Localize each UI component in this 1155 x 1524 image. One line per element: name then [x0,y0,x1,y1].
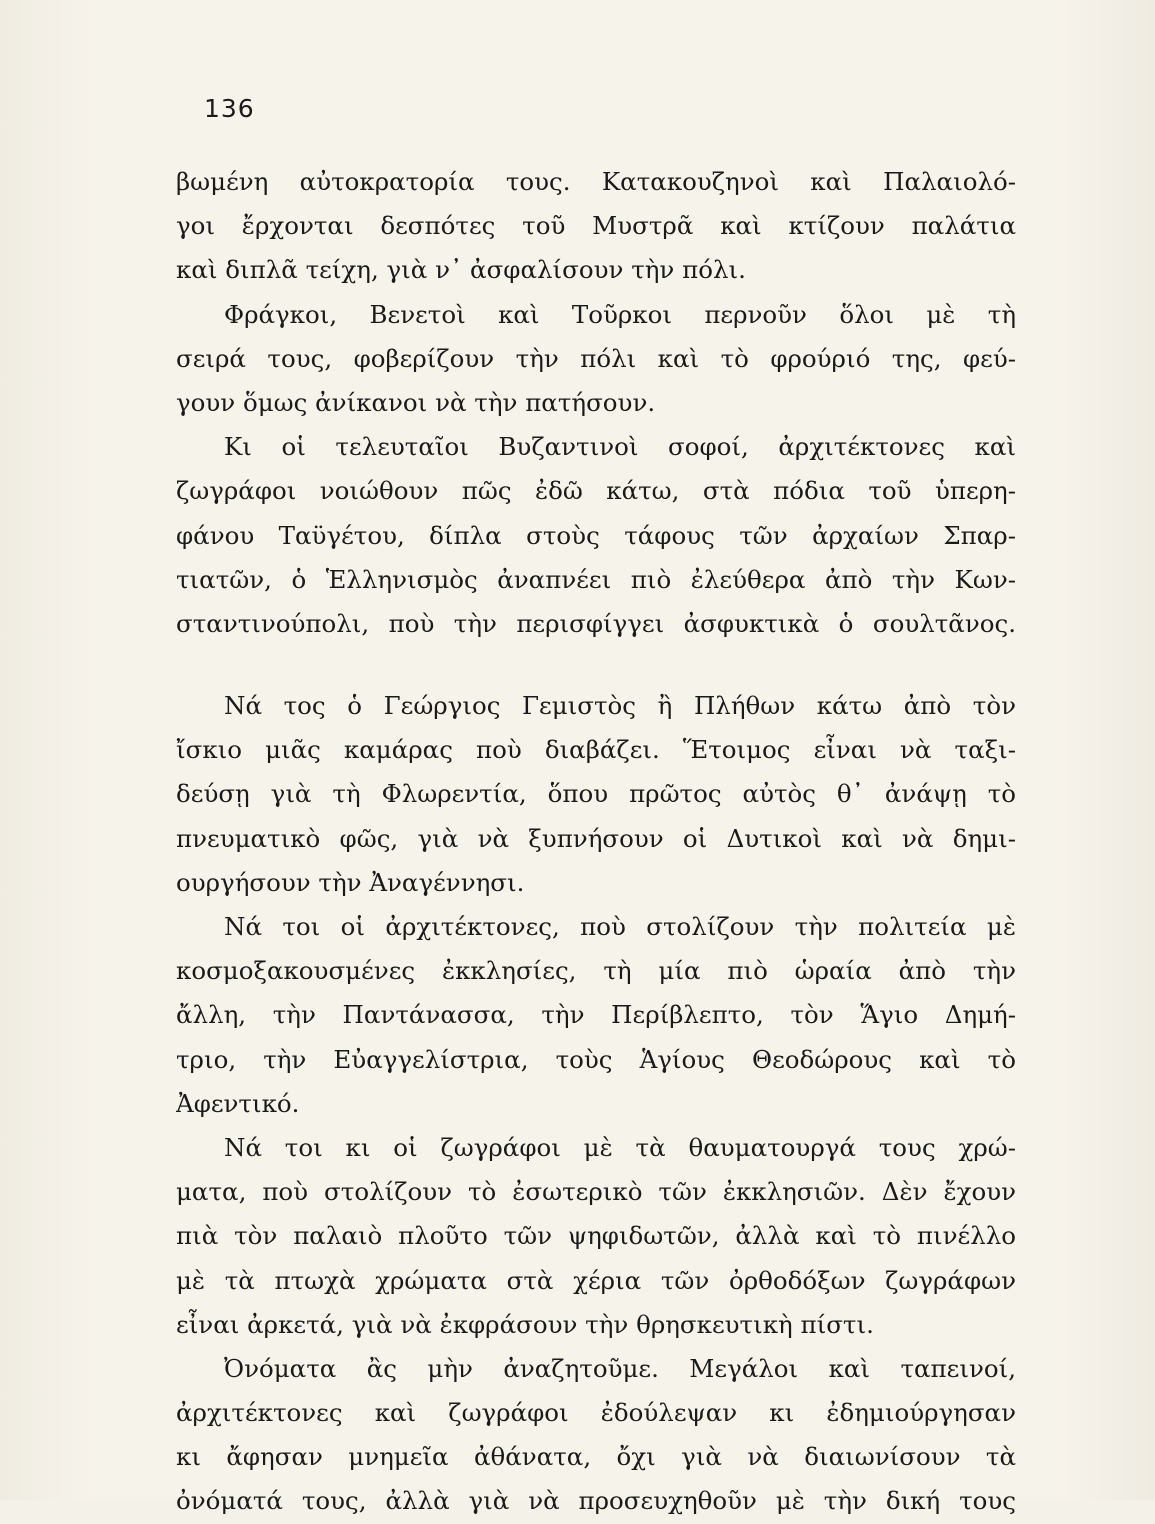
text-line: ὀνόματά τους, ἀλλὰ γιὰ νὰ προσευχηθοῦν μὲ τὴν δική τους [176,1486,1016,1516]
text-line: τιατῶν, ὁ Ἑλληνισμὸς ἀναπνέει πιὸ ἐλεύθερα ἀπὸ τὴν Κων- [176,564,1016,594]
paragraph-architects [176,905,1016,1126]
paragraph-invaders [176,293,1016,426]
text-line: δεύσῃ γιὰ τὴ Φλωρεντία, ὅπου πρῶτος αὐτὸς θ᾽ ἀνάψῃ τὸ [176,779,1016,809]
text-line: ζωγράφοι νοιώθουν πῶς ἐδῶ κάτω, στὰ πόδια τοῦ ὑπερη- [176,476,1016,506]
paragraph-byzantine-scholars [176,425,1016,646]
text-line: γουν ὅμως ἀνίκανοι νὰ τὴν πατήσουν. [176,387,656,417]
text-line: ουργήσουν τὴν Ἀναγέννησι. [176,867,525,897]
text-line: σειρά τους, φοβερίζουν τὴν πόλι καὶ τὸ φρούριό της, φεύ- [176,343,1016,373]
text-line: Ὀνόματα ἂς μὴν ἀναζητοῦμε. Μεγάλοι καὶ ταπεινοί, [224,1353,1016,1383]
text-line: ματα, ποὺ στολίζουν τὸ ἐσωτερικὸ τῶν ἐκκλησιῶν. Δὲν ἔχουν [176,1177,1016,1207]
text-line: καὶ διπλᾶ τείχη, γιὰ ν᾽ ἀσφαλίσουν τὴν πόλι. [176,255,746,285]
text-line: Νά τοι κι οἱ ζωγράφοι μὲ τὰ θαυματουργά τους χρώ- [224,1132,1016,1162]
paragraph-painters [176,1126,1016,1347]
paragraph-continuation [176,160,1016,293]
text-line: ἴσκιο μιᾶς καμάρας ποὺ διαβάζει. Ἕτοιμος εἶναι νὰ ταξι- [176,735,1016,765]
text-line: κι ἄφησαν μνημεῖα ἀθάνατα, ὄχι γιὰ νὰ διαιωνίσουν τὰ [176,1442,1016,1472]
text-line: φάνου Ταϋγέτου, δίπλα στοὺς τάφους τῶν ἀρχαίων Σπαρ- [176,520,1016,550]
text-line: Νά τος ὁ Γεώργιος Γεμιστὸς ἢ Πλήθων κάτω ἀπὸ τὸν [224,691,1016,721]
text-line: γοι ἔρχονται δεσπότες τοῦ Μυστρᾶ καὶ κτίζουν παλάτια [176,211,1016,241]
text-line: πιὰ τὸν παλαιὸ πλοῦτο τῶν ψηφιδωτῶν, ἀλλὰ καὶ τὸ πινέλλο [176,1221,1016,1251]
text-line: σταντινούπολι, ποὺ τὴν περισφίγγει ἀσφυκτικὰ ὁ σουλτᾶνος. [176,608,1016,638]
text-line: τριο, τὴν Εὐαγγελίστρια, τοὺς Ἁγίους Θεοδώρους καὶ τὸ [176,1044,1016,1074]
paragraph-names [176,1347,1016,1524]
page-number: 136 [204,94,255,123]
paragraph-plethon [176,684,1016,905]
text-line: κοσμοξακουσμένες ἐκκλησίες, τὴ μία πιὸ ὡραία ἀπὸ τὴν [176,956,1016,986]
text-line: Ἀφεντικό. [176,1088,300,1118]
text-line: Νά τοι οἱ ἀρχιτέκτονες, ποὺ στολίζουν τὴν πολιτεία μὲ [224,912,1016,941]
text-line: Κι οἱ τελευταῖοι Βυζαντινοὶ σοφοί, ἀρχιτέκτονες καὶ [224,432,1016,462]
text-line: μὲ τὰ πτωχὰ χρώματα στὰ χέρια τῶν ὀρθοδόξων ζωγράφων [176,1265,1016,1295]
text-line: πνευματικὸ φῶς, γιὰ νὰ ξυπνήσουν οἱ Δυτικοὶ καὶ νὰ δημι- [176,823,1016,853]
text-line: ἄλλη, τὴν Παντάνασσα, τὴν Περίβλεπτο, τὸν Ἅγιο Δημή- [176,1000,1016,1030]
body-text [176,160,1016,1524]
text-line: ἀρχιτέκτονες καὶ ζωγράφοι ἐδούλεψαν κι ἐδημιούργησαν [176,1398,1016,1428]
text-line: βωμένη αὐτοκρατορία τους. Κατακουζηνοὶ καὶ Παλαιολό- [176,167,1016,196]
text-line: εἶναι ἀρκετά, γιὰ νὰ ἐκφράσουν τὴν θρησκευτικὴ πίστι. [176,1309,874,1339]
text-line: Φράγκοι, Βενετοὶ καὶ Τοῦρκοι περνοῦν ὅλοι μὲ τὴ [224,299,1016,329]
section-break [176,646,1016,684]
